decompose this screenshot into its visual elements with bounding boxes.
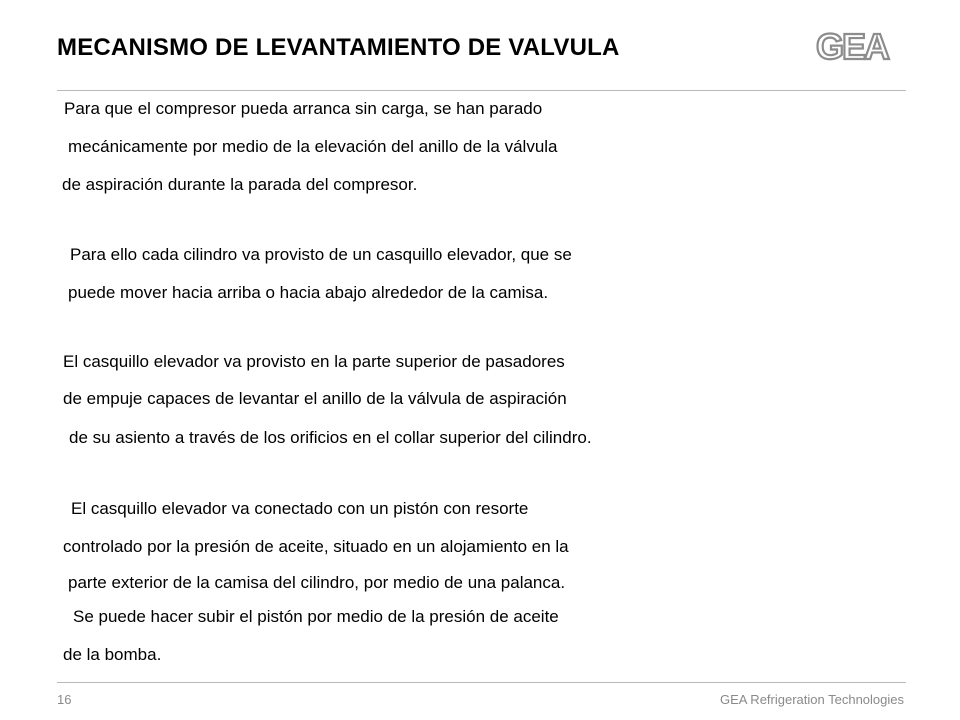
body-line: Para ello cada cilindro va provisto de un casquillo elevador, que se [70, 245, 572, 264]
body-line: de la bomba. [63, 645, 162, 664]
footer-organization: GEA Refrigeration Technologies [719, 692, 904, 707]
body-line: Para que el compresor pueda arranca sin carga, se han parado [64, 99, 543, 118]
body-line: de empuje capaces de levantar el anillo de la válvula de aspiración [63, 389, 567, 408]
body-line: El casquillo elevador va conectado con un pistón con resorte [71, 499, 529, 518]
body-line: de su asiento a través de los orificios en el collar superior del cilindro. [69, 428, 592, 447]
body-line: puede mover hacia arriba o hacia abajo alrededor de la camisa. [68, 283, 549, 302]
body-line: mecánicamente por medio de la elevación del anillo de la válvula [68, 137, 558, 156]
body-line: controlado por la presión de aceite, situado en un alojamiento en la [63, 537, 569, 556]
body-line: parte exterior de la camisa del cilindro, por medio de una palanca. [68, 573, 566, 592]
gea-logo [800, 28, 904, 64]
header-divider [57, 90, 906, 91]
page-number: 16 [57, 692, 72, 707]
logo-wordmark: GEA [815, 28, 889, 64]
body-line: Se puede hacer subir el pistón por medio de la presión de aceite [73, 607, 559, 626]
body-line: El casquillo elevador va provisto en la parte superior de pasadores [63, 352, 565, 371]
body-line: de aspiración durante la parada del compresor. [62, 175, 418, 194]
slide-title: MECANISMO DE LEVANTAMIENTO DE VALVULA [57, 34, 620, 61]
footer-divider [57, 682, 906, 683]
